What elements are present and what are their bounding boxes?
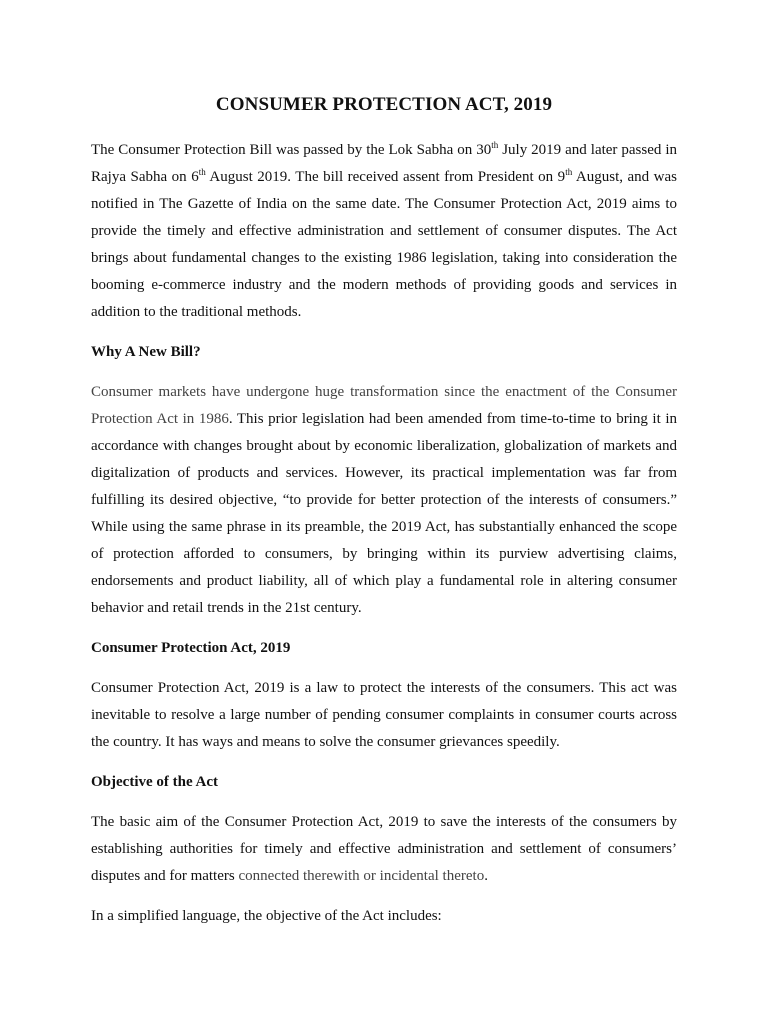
- closing-line: In a simplified language, the objective of the Act includes:: [91, 908, 442, 924]
- section-heading-act-2019: Consumer Protection Act, 2019: [91, 640, 291, 656]
- section-heading-why-new-bill: Why A New Bill?: [91, 344, 201, 360]
- document-title: CONSUMER PROTECTION ACT, 2019: [215, 94, 553, 115]
- act-2019-paragraph: Consumer Protection Act, 2019 is a law to protect the interests of the consumers. This act was inevitable to resolve a large number of pending consumer complaints in consumer courts across the country. It has ways and means to solve the consumer grievances speedily.: [91, 680, 677, 750]
- quoted-lead-text: Consumer markets have undergone huge transformation since the enactment of the Consumer Protection Act in 1986: [91, 384, 677, 427]
- why-new-bill-paragraph: Consumer markets have undergone huge transformation since the enactment of the Consumer Protection Act in 1986. This prior legislation had been amended from time-to-time to bring it in accordance with changes brought about by economic liberalization, globalization of markets and digitalization of products and services. However, its practical implementation was far from fulfilling its desired objective, “to provide for better protection of the interests of consumers.” While using the same phrase in its preamble, the 2019 Act, has substantially enhanced the scope of protection afforded to consumers, by bringing within its purview advertising claims, endorsements and product liability, all of which play a fundamental role in altering consumer behavior and retail trends in the 21st century.: [91, 384, 677, 616]
- quoted-tail-text: connected therewith or incidental thereto: [238, 868, 485, 884]
- objective-paragraph: The basic aim of the Consumer Protection Act, 2019 to save the interests of the consumers by establishing authorities for timely and effective administration and settlement of consumers’ disputes and for matters connected therewith or incidental thereto.: [91, 814, 677, 884]
- section-heading-objective: Objective of the Act: [91, 774, 219, 790]
- intro-paragraph: The Consumer Protection Bill was passed by the Lok Sabha on 30th July 2019 and later passed in Rajya Sabha on 6th August 2019. The bill received assent from President on 9th August, and was notified in The Gazette of India on the same date. The Consumer Protection Act, 2019 aims to provide the timely and effective administration and settlement of consumer disputes. The Act brings about fundamental changes to the existing 1986 legislation, taking into consideration the booming e-commerce industry and the modern methods of providing goods and services in addition to the traditional methods.: [91, 140, 678, 320]
